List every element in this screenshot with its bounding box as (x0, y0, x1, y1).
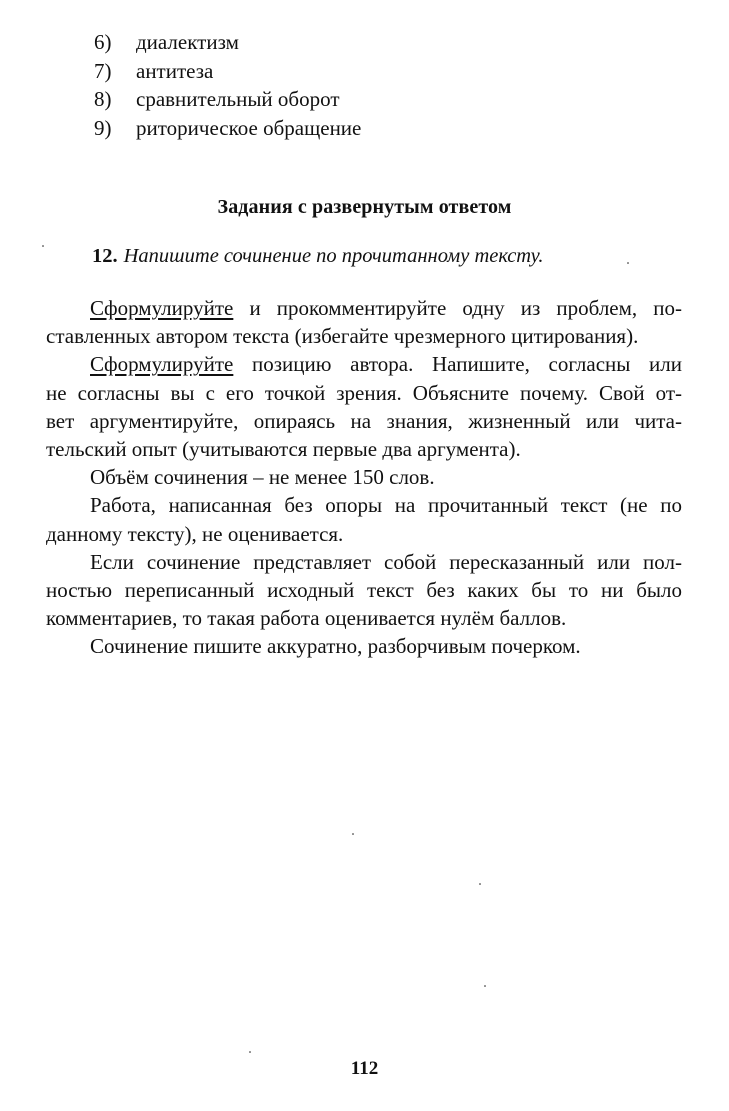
scan-speck (42, 245, 44, 247)
text-line (46, 350, 682, 378)
option-text: антитеза (136, 58, 214, 83)
scan-speck (249, 1051, 251, 1053)
text-line: Объём сочинения – не менее 150 слов. (90, 465, 435, 490)
list-item (94, 57, 361, 86)
task-instructions (46, 294, 682, 661)
scan-speck (479, 883, 481, 885)
underlined-keyword: Сформулируйте (90, 352, 234, 377)
text-line: данному тексту), не оценивается. (46, 521, 344, 546)
option-number: 6) (94, 30, 112, 54)
text-fragment: и прокомментируйте одну из проблем, по- (233, 296, 682, 320)
task-prompt: Напишите сочинение по прочитанному тексту. (123, 245, 544, 267)
instruction-paragraph-5 (46, 548, 682, 633)
answer-options-list (94, 28, 361, 142)
scan-speck (352, 833, 354, 835)
list-item (94, 28, 361, 57)
underlined-keyword: Сформулируйте (90, 296, 234, 320)
list-item (94, 85, 361, 114)
list-item (94, 114, 361, 143)
scan-speck (627, 262, 629, 264)
instruction-paragraph-6 (46, 632, 682, 660)
text-line: ностью переписанный исходный текст без каких бы то ни было (46, 578, 682, 603)
text-line: Работа, написанная без опоры на прочитанный текст (не по (90, 493, 682, 518)
text-line: не согласны вы с его точкой зрения. Объясните почему. Свой от- (46, 380, 682, 405)
section-heading: Задания с развернутым ответом (217, 196, 512, 218)
text-line: комментариев, то такая работа оценивается нулём баллов. (46, 606, 567, 631)
text-line: Если сочинение представляет собой пересказанный или пол- (90, 549, 682, 574)
text-line: вет аргументируйте, опираясь на знания, жизненный или чита- (46, 408, 682, 433)
instruction-paragraph-3 (46, 463, 682, 491)
task-number: 12. (92, 245, 118, 267)
option-number: 8) (94, 87, 112, 111)
text-line: Сочинение пишите аккуратно, разборчивым почерком. (90, 634, 581, 659)
text-line (46, 294, 682, 322)
instruction-paragraph-4 (46, 491, 682, 547)
option-text: сравнительный оборот (136, 87, 340, 111)
option-text: диалектизм (136, 30, 239, 54)
text-fragment: позицию автора. Напишите, согласны или (233, 352, 682, 377)
option-text: риторическое обращение (136, 115, 362, 140)
text-line: тельский опыт (учитываются первые два аргумента). (46, 437, 521, 462)
text-line: ставленных автором текста (избегайте чрезмерного цитирования). (46, 324, 639, 349)
instruction-paragraph-1 (46, 294, 682, 350)
task-statement (92, 245, 544, 268)
instruction-paragraph-2 (46, 350, 682, 463)
option-number: 7) (94, 58, 112, 83)
page-number: 112 (350, 1058, 379, 1079)
scan-speck (484, 985, 486, 987)
option-number: 9) (94, 115, 112, 140)
